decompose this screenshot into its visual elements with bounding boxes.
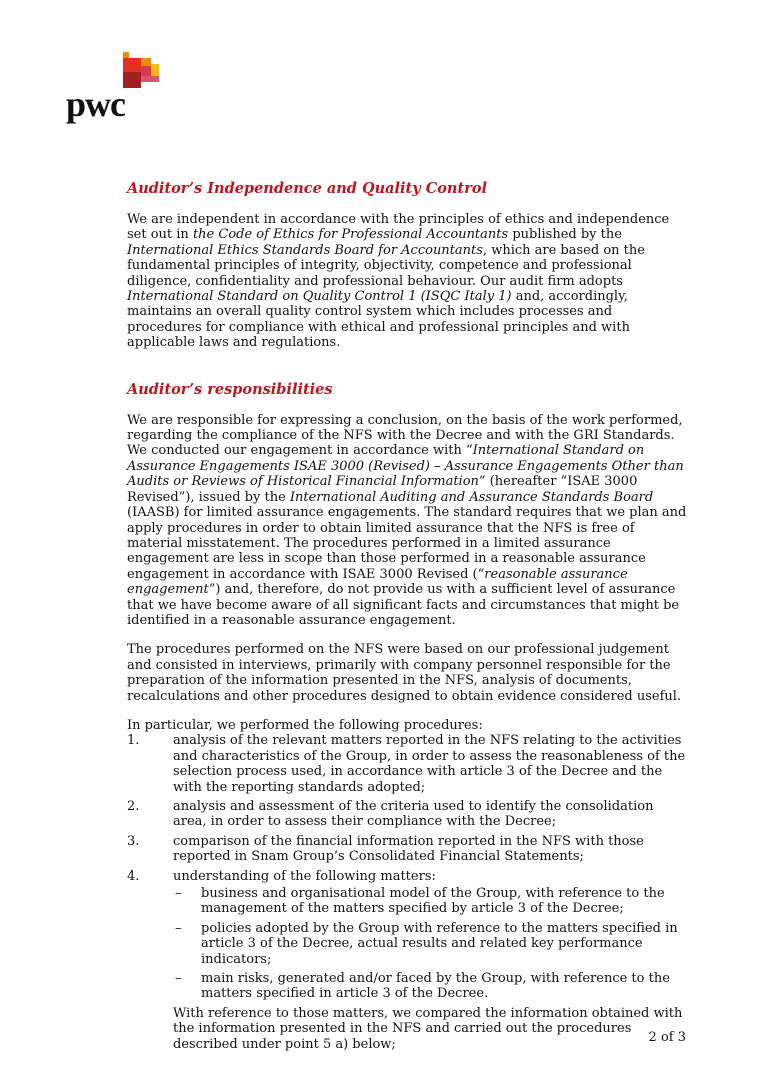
procedures-intro: In particular, we performed the following procedures:	[127, 717, 483, 733]
procedures-paragraph: The procedures performed on the NFS were based on our professional judgement and consisted in interviews, primarily with company personnel responsible for the preparation of the information presented in the NFS, analysis of documents, recalculations and other procedures designed to obtain evidence considered useful.	[127, 642, 682, 704]
logo-block	[123, 58, 141, 72]
pwc-logo	[66, 52, 161, 124]
independence-paragraph: We are independent in accordance with the principles of ethics and independence set out in the Code of Ethics for Professional Accountants published by the International Ethics Standards Board for Accountants, which are based on the fundamental principles of integrity, objectivity, competence and professional diligence, confidentiality and professional behaviour. Our audit firm adopts International Standard on Quality Control 1 (ISQC Italy 1) and, accordingly, maintains an overall quality control system which includes processes and procedures for compliance with ethical and professional principles and with applicable laws and regulations.	[127, 212, 670, 351]
page-number: 2 of 3	[648, 1030, 686, 1045]
procedures-list	[127, 733, 687, 1002]
logo-block	[141, 66, 151, 76]
logo-wordmark: pwc	[66, 84, 125, 124]
list-item: 4. understanding of the following matters: – business and organisational model of the Group, with reference to the management of the matters specified by article 3 of the Decree; – policies adopted by the Group with reference to the matters specified in article 3 of the Decree, actual results and related key performance indicators; – main risks, generated and/or faced by the Group, with reference to the matters specified in article 3 of the Decree.	[127, 869, 687, 1002]
logo-block	[123, 72, 141, 88]
responsibilities-paragraph: We are responsible for expressing a conclusion, on the basis of the work performed, regarding the compliance of the NFS with the Decree and with the GRI Standards. We conducted our engagement in accordance with “International Standard on Assurance Engagements ISAE 3000 (Revised) – Assurance Engagements Other than Audits or Reviews of Historical Financial Information” (hereafter “ISAE 3000 Revised”), issued by the International Auditing and Assurance Standards Board (IAASB) for limited assurance engagements. The standard requires that we plan and apply procedures in order to obtain limited assurance that the NFS is free of material misstatement. The procedures performed in a limited assurance engagement are less in scope than those performed in a reasonable assurance engagement in accordance with ISAE 3000 Revised (“reasonable assurance engagement”) and, therefore, do not provide us with a sufficient level of assurance that we have become aware of all significant facts and circumstances that might be identified in a reasonable assurance engagement.	[127, 412, 687, 628]
list-item: 1. analysis of the relevant matters reported in the NFS relating to the activities and characteristics of the Group, in order to assess the reasonableness of the selection process used, in accordance with article 3 of the Decree and the with the reporting standards adopted;	[127, 733, 686, 795]
section-heading-responsibilities: Auditor’s responsibilities	[127, 380, 333, 398]
list-item: 3. comparison of the financial information reported in the NFS with those reported in Snam Group’s Consolidated Financial Statements;	[127, 833, 644, 865]
sublist-item: – business and organisational model of the Group, with reference to the management of the matters specified by article 3 of the Decree;	[175, 886, 665, 917]
section-heading-independence: Auditor’s Independence and Quality Control	[127, 180, 487, 197]
sublist-item: – policies adopted by the Group with reference to the matters specified in article 3 of the Decree, actual results and related key performance indicators;	[175, 920, 678, 967]
logo-block	[141, 76, 159, 82]
report-body	[127, 180, 687, 1052]
matters-sublist	[173, 886, 687, 1002]
matters-followup-paragraph: With reference to those matters, we compared the information obtained with the information presented in the NFS and carried out the procedures described under point 5 a) below;	[173, 1005, 683, 1052]
sublist-item: – main risks, generated and/or faced by the Group, with reference to the matters specified in article 3 of the Decree.	[175, 971, 670, 1002]
logo-block	[141, 58, 151, 66]
list-item: 2. analysis and assessment of the criteria used to identify the consolidation area, in order to assess their compliance with the Decree;	[127, 799, 654, 830]
